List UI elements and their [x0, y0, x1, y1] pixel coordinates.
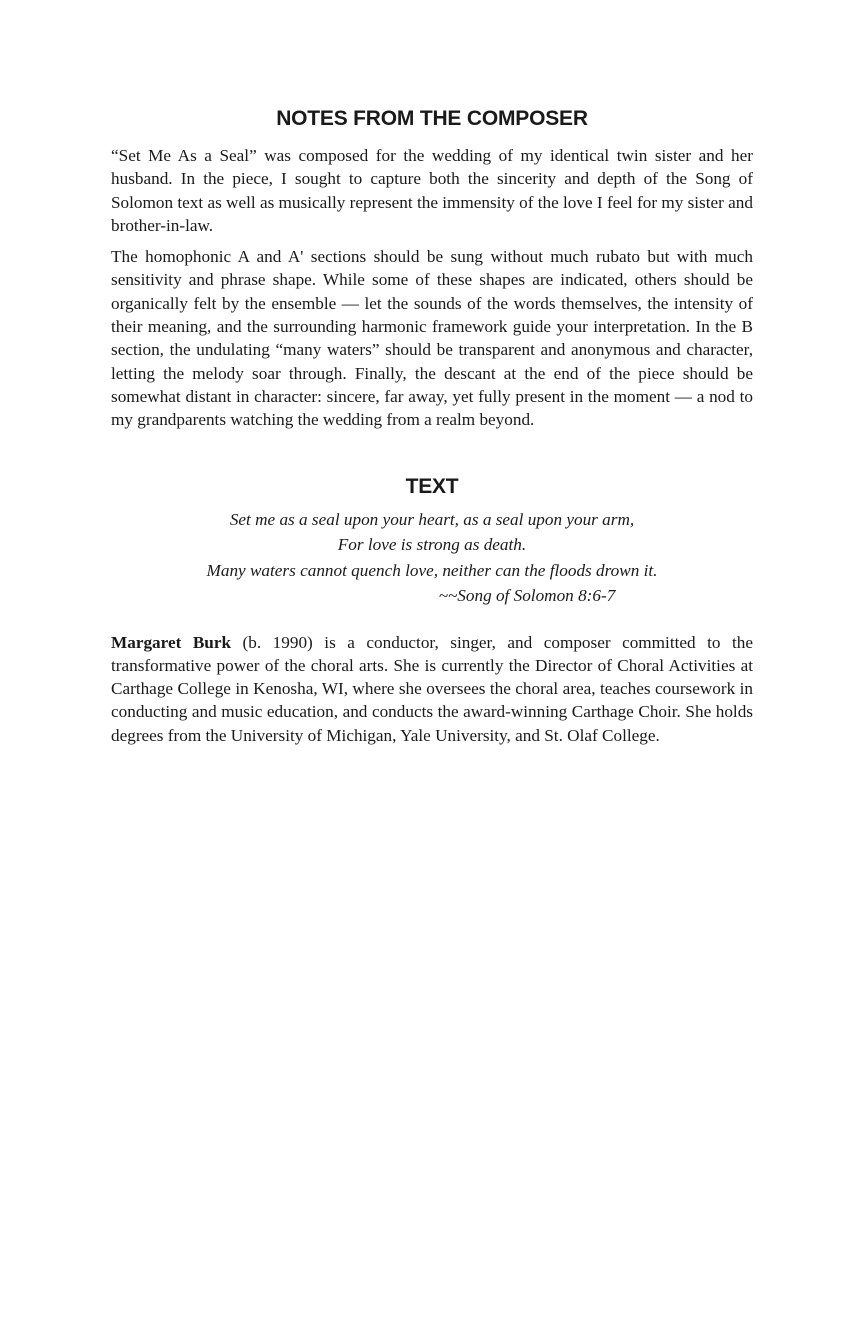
composer-bio — [111, 631, 753, 747]
document-page — [111, 104, 753, 747]
poem-attribution: ~~Song of Solomon 8:6-7 — [438, 586, 616, 606]
notes-paragraph-2: The homophonic A and A' sections should be sung without much rubato but with much sensitivity and phrase shape. While some of these shapes are indicated, others should be organically felt by the ensemble — let the sounds of the words themselves, the intensity of their meaning, and the surrounding harmonic framework guide your interpretation. In the B section, the undulating “many waters” should be transparent and anonymous and character, letting the melody soar through. Finally, the descant at the end of the piece should be somewhat distant in character: sincere, far away, yet fully present in the moment — a nod to my grandparents watching the wedding from a realm beyond. — [111, 247, 753, 430]
poem-line-3: Many waters cannot quench love, neither can the floods drown it. — [206, 560, 658, 580]
bio-name: Margaret Burk — [111, 632, 232, 652]
bio-body: (b. 1990) is a conductor, singer, and composer committed to the transformative power of the choral arts. She is currently the Director of Choral Activities at Carthage College in Kenosha, WI, where she oversees the choral area, teaches coursework in conducting and music education, and conducts the award-winning Carthage Choir. She holds degrees from the University of Michigan, Yale University, and St. Olaf College. — [111, 632, 753, 745]
poem-line-1: Set me as a seal upon your heart, as a seal upon your arm, — [229, 509, 635, 529]
text-heading: TEXT — [405, 474, 459, 498]
poem-text — [111, 507, 753, 609]
notes-paragraph-1: “Set Me As a Seal” was composed for the wedding of my identical twin sister and her husband. In the piece, I sought to capture both the sincerity and depth of the Song of Solomon text as well as musically represent the immensity of the love I feel for my sister and brother-in-law. — [111, 146, 753, 235]
notes-heading: NOTES FROM THE COMPOSER — [276, 107, 588, 130]
poem-line-2: For love is strong as death. — [337, 535, 527, 555]
